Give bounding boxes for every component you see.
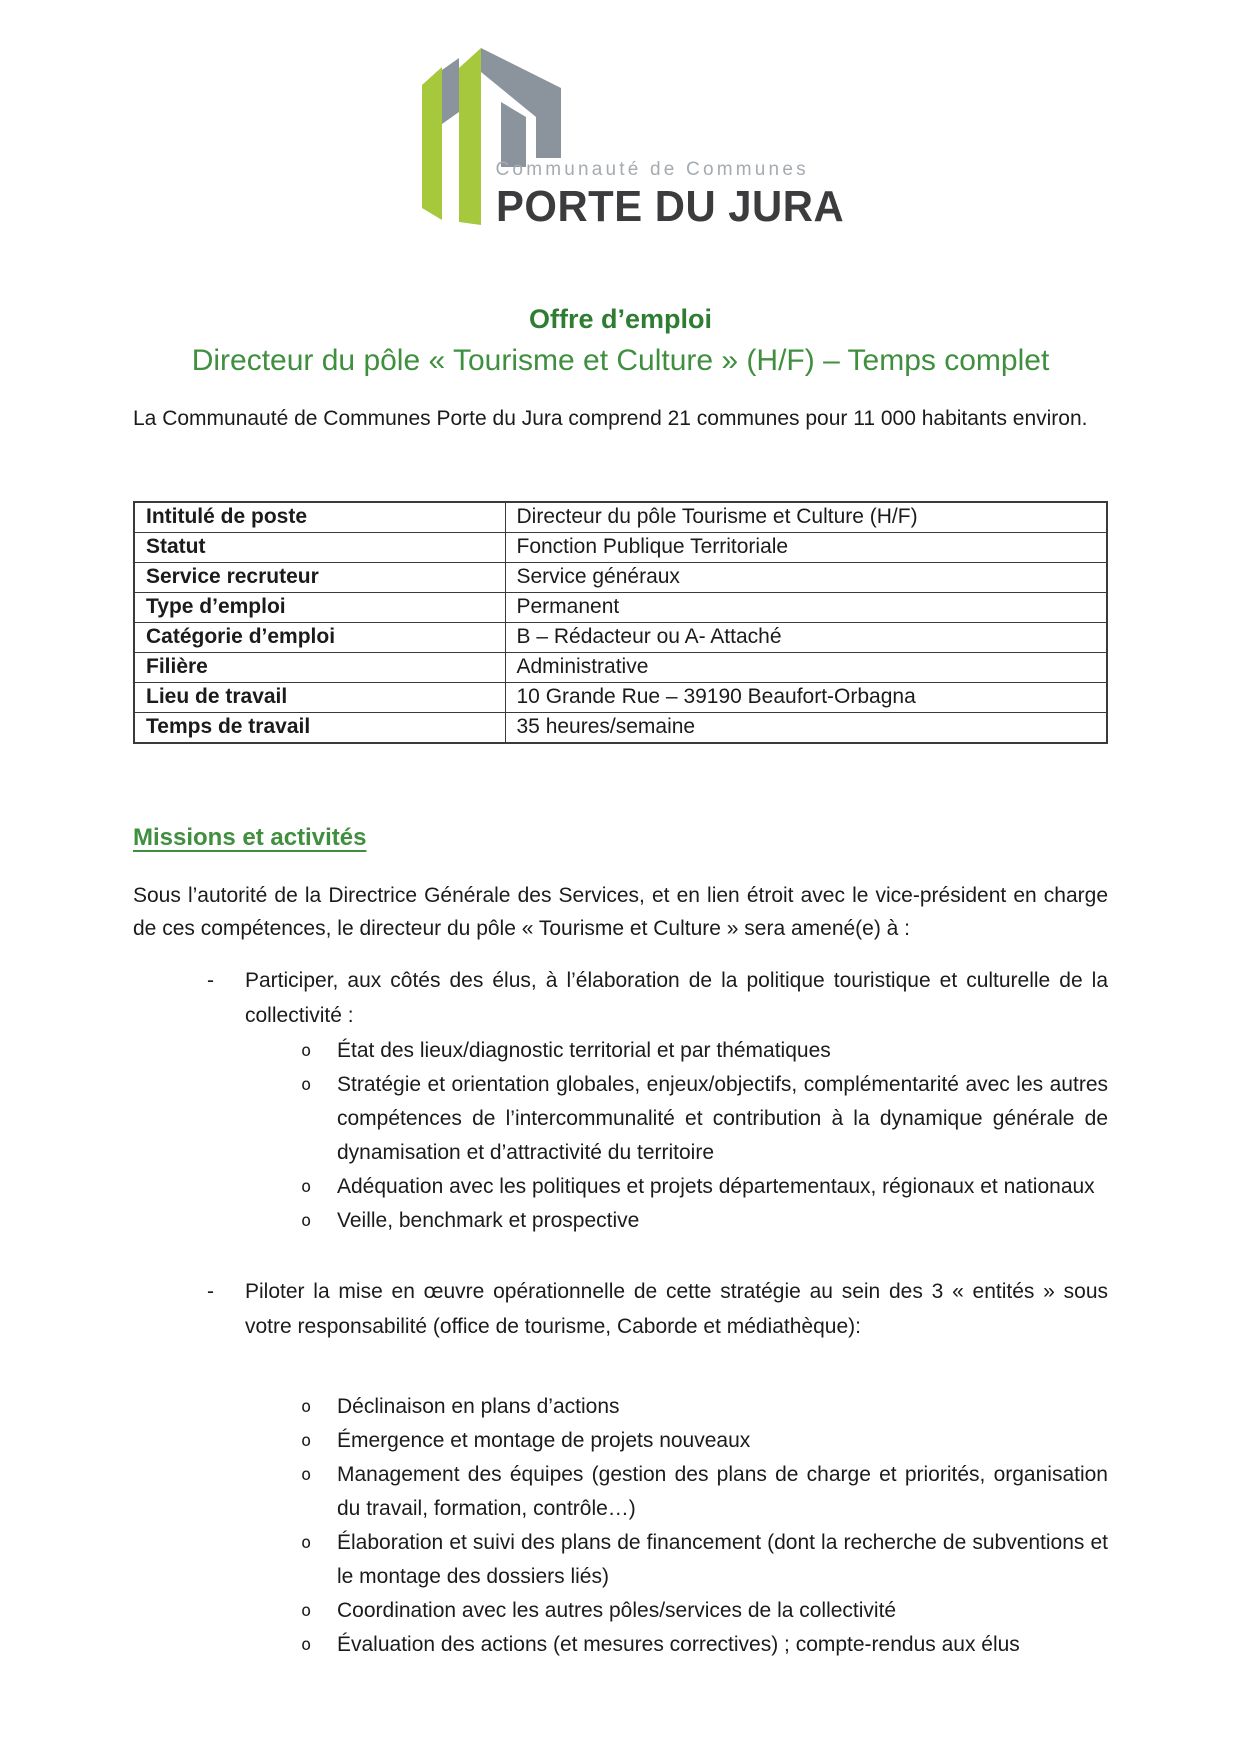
section-heading-missions: Missions et activités [133, 824, 367, 851]
logo-text-block [495, 159, 844, 231]
table-row-value: 35 heures/semaine [505, 713, 1107, 744]
table-row [134, 713, 1107, 744]
job-title-subtitle: Directeur du pôle « Tourisme et Culture » (H/F) – Temps complet [191, 344, 1050, 377]
logo-org-type: Communauté de Communes [495, 159, 809, 180]
list-item-text: Stratégie et orientation globales, enjeux/objectifs, complémentarité avec les autres compétences de l’intercommunalité et contribution à la dynamique générale de dynamisation et d’attractivité du territoire [337, 1073, 1108, 1164]
mission-heading-text: Piloter la mise en œuvre opérationnelle de cette stratégie au sein des 3 « entités » sous votre responsabilité (office de tourisme, Caborde et médiathèque): [245, 1280, 1108, 1338]
table-row-label: Service recruteur [134, 563, 505, 593]
list-item [133, 1458, 1108, 1526]
dash-bullet-icon: - [207, 969, 214, 992]
table-row [134, 653, 1107, 683]
list-item-text: Coordination avec les autres pôles/services de la collectivité [337, 1599, 897, 1622]
circle-bullet-icon: o [301, 1431, 312, 1451]
circle-bullet-icon: o [301, 1533, 312, 1553]
circle-bullet-icon: o [301, 1211, 312, 1231]
circle-bullet-icon: o [301, 1635, 312, 1655]
mission-subitems [133, 1034, 1108, 1238]
section-intro-paragraph: Sous l’autorité de la Directrice Générale des Services, et en lien étroit avec le vice-président en charge de ces compétences, le directeur du pôle « Tourisme et Culture » sera amené(e) à : [133, 884, 1108, 940]
list-item [133, 1034, 1108, 1068]
table-row-label: Type d’emploi [134, 593, 505, 623]
table-row [134, 593, 1107, 623]
mission-heading [133, 1274, 1108, 1344]
list-item [133, 1424, 1108, 1458]
list-item-text: Veille, benchmark et prospective [337, 1209, 640, 1232]
intro-paragraph: La Communauté de Communes Porte du Jura comprend 21 communes pour 11 000 habitants environ. [133, 407, 1088, 430]
list-item [133, 1204, 1108, 1238]
document-content [0, 304, 1241, 1662]
mission-heading-text: Participer, aux côtés des élus, à l’élaboration de la politique touristique et culturelle de la collectivité : [245, 969, 1108, 1027]
missions-list [133, 963, 1108, 1662]
table-row-value: Administrative [505, 653, 1107, 683]
mission-item [133, 1274, 1108, 1662]
circle-bullet-icon: o [301, 1397, 312, 1417]
job-info-table-body [134, 502, 1107, 743]
list-item [133, 1526, 1108, 1594]
table-row-label: Temps de travail [134, 713, 505, 744]
circle-bullet-icon: o [301, 1177, 312, 1197]
list-item [133, 1068, 1108, 1170]
table-row-label: Catégorie d’emploi [134, 623, 505, 653]
table-row [134, 623, 1107, 653]
list-item-text: Déclinaison en plans d’actions [337, 1395, 620, 1418]
table-row-value: 10 Grande Rue – 39190 Beaufort-Orbagna [505, 683, 1107, 713]
table-row [134, 502, 1107, 533]
table-row-label: Filière [134, 653, 505, 683]
logo-org-name: PORTE DU JURA [495, 182, 844, 231]
list-item-text: Élaboration et suivi des plans de financement (dont la recherche de subventions et le montage des dossiers liés) [337, 1531, 1108, 1588]
mission-subitems [133, 1390, 1108, 1662]
table-row-value: Permanent [505, 593, 1107, 623]
list-item [133, 1390, 1108, 1424]
list-item-text: État des lieux/diagnostic territorial et par thématiques [337, 1039, 831, 1062]
list-item-text: Adéquation avec les politiques et projets départementaux, régionaux et nationaux [337, 1175, 1095, 1198]
circle-bullet-icon: o [301, 1075, 312, 1095]
table-row [134, 563, 1107, 593]
table-row [134, 683, 1107, 713]
table-row-value: Directeur du pôle Tourisme et Culture (H/F) [505, 502, 1107, 533]
table-row-value: B – Rédacteur ou A- Attaché [505, 623, 1107, 653]
list-item-text: Management des équipes (gestion des plans de charge et priorités, organisation du travail, formation, contrôle…) [337, 1463, 1108, 1520]
table-row [134, 533, 1107, 563]
list-item-text: Émergence et montage de projets nouveaux [337, 1429, 751, 1452]
circle-bullet-icon: o [301, 1601, 312, 1621]
page-title: Offre d’emploi [528, 304, 712, 334]
job-info-table [133, 501, 1108, 744]
table-row-label: Lieu de travail [134, 683, 505, 713]
mission-item [133, 963, 1108, 1238]
list-item [133, 1170, 1108, 1204]
table-row-value: Service généraux [505, 563, 1107, 593]
table-row-label: Statut [134, 533, 505, 563]
mission-heading [133, 963, 1108, 1033]
dash-bullet-icon: - [207, 1280, 214, 1303]
circle-bullet-icon: o [301, 1465, 312, 1485]
table-row-label: Intitulé de poste [134, 502, 505, 533]
organization-logo [414, 38, 844, 231]
circle-bullet-icon: o [301, 1041, 312, 1061]
list-item-text: Évaluation des actions (et mesures correctives) ; compte-rendus aux élus [337, 1633, 1020, 1656]
table-row-value: Fonction Publique Territoriale [505, 533, 1107, 563]
list-item [133, 1594, 1108, 1628]
list-item [133, 1628, 1108, 1662]
